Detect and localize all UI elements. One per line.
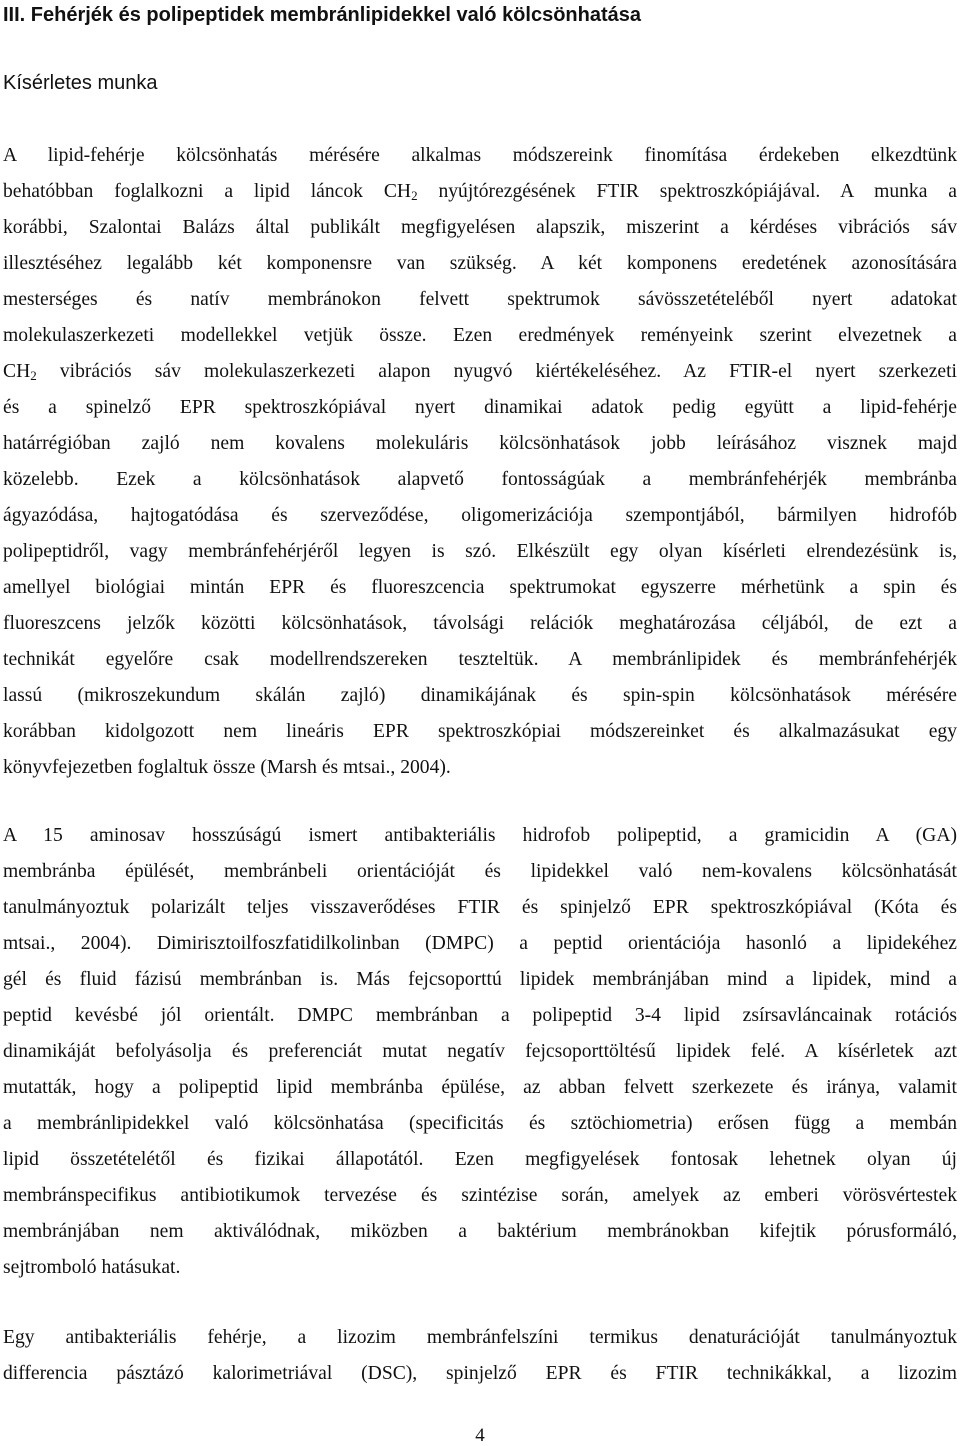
paragraph-line (3, 354, 957, 390)
paragraph-line: mutatták, hogy a polipeptid lipid membránba épülése, az abban felvett szerkezete és iránya, valamit (3, 1077, 957, 1098)
paragraph-line (3, 174, 957, 210)
paragraph-line: A 15 aminosav hosszúságú ismert antibakteriális hidrofob polipeptid, a gramicidin A (GA) (3, 825, 957, 846)
paragraph-lysozyme (3, 1320, 957, 1392)
paragraph-line: közelebb. Ezek a kölcsönhatások alapvető fontosságúak a membránfehérjék membránba (3, 469, 957, 490)
paragraph-line: mesterséges és natív membránokon felvett spektrumok sávösszetételéből nyert adatokat (3, 289, 957, 310)
paragraph-line: lipid összetételétől és fizikai állapotától. Ezen megfigyelések fontosak lehetnek olyan új (3, 1149, 957, 1170)
paragraph-line: mtsai., 2004). Dimirisztoilfoszfatidilkolinban (DMPC) a peptid orientációja hasonló a lipidekéhez (3, 933, 957, 954)
paragraph-line: dinamikáját befolyásolja és preferenciát mutat negatív fejcsoporttöltésű lipidek felé. A kísérletek azt (3, 1041, 957, 1062)
text-fragment: behatóbban foglalkozni a lipid láncok CH (3, 181, 412, 202)
paragraph-line: tanulmányoztuk polarizált teljes visszaverődéses FTIR és spinjelző EPR spektroszkópiával (Kóta és (3, 897, 957, 918)
paragraph-line: membránjában nem aktiválódnak, miközben a baktérium membránokban kifejtik pórusformáló, (3, 1221, 957, 1242)
section-heading: III. Fehérjék és polipeptidek membránlipidekkel való kölcsönhatása (3, 4, 642, 26)
paragraph-line: technikát egyelőre csak modellrendszereken teszteltük. A membránlipidek és membránfehérjék (3, 649, 957, 670)
paragraph-line: sejtromboló hatásukat. (3, 1257, 181, 1278)
paragraph-line: és a spinelző EPR spektroszkópiával nyert dinamikai adatok pedig együtt a lipid-fehérje (3, 397, 957, 418)
page-number: 4 (475, 1425, 485, 1446)
paragraph-line: ágyazódása, hajtogatódása és szerveződése, oligomerizációja szempontjából, bármilyen hidrofób (3, 505, 957, 526)
paragraph-line: peptid kevésbé jól orientált. DMPC membránban a polipeptid 3-4 lipid zsírsavláncainak rotációs (3, 1005, 957, 1026)
paragraph-line: határrégióban zajló nem kovalens molekuláris kölcsönhatások jobb leírásához visznek majd (3, 433, 957, 454)
paragraph-line: membránspecifikus antibiotikumok tervezése és szintézise során, amelyek az emberi vörösvértestek (3, 1185, 957, 1206)
paragraph-line: gél és fluid fázisú membránban is. Más fejcsoporttú lipidek membránjában mind a lipidek, mind a (3, 969, 957, 990)
text-fragment: nyújtórezgésének FTIR spektroszkópiájával. A munka a (417, 181, 957, 202)
paragraph-line: a membránlipidekkel való kölcsönhatása (specificitás és sztöchiometria) erősen függ a membán (3, 1113, 957, 1134)
paragraph-line: molekulaszerkezeti modellekkel vetjük össze. Ezen eredmények reményeink szerint elvezetnek a (3, 325, 957, 346)
paragraph-line: illesztéséhez legalább két komponensre van szükség. A két komponens eredetének azonosítására (3, 253, 957, 274)
paragraph-line: polipeptidről, vagy membránfehérjéről legyen is szó. Elkészült egy olyan kísérleti elrendezésünk is, (3, 541, 957, 562)
subscript: 2 (30, 368, 37, 383)
paragraph-line: korábbi, Szalontai Balázs által publikált megfigyelésen alapszik, miszerint a kérdéses vibrációs sáv (3, 217, 957, 238)
paragraph-line: fluoreszcens jelzők közötti kölcsönhatások, távolsági relációk meghatározása céljából, de ezt a (3, 613, 957, 634)
paragraph-line: A lipid-fehérje kölcsönhatás mérésére alkalmas módszereink finomítása érdekeben elkezdtünk (3, 145, 957, 166)
paragraph-line: lassú (mikroszekundum skálán zajló) dinamikájának és spin-spin kölcsönhatások mérésére (3, 685, 957, 706)
text-fragment: CH (3, 361, 31, 382)
paragraph-ch2-ftir (3, 138, 957, 786)
paragraph-line: amellyel biológiai mintán EPR és fluoreszcencia spektrumokat egyszerre mérhetünk a spin és (3, 577, 957, 598)
paragraph-line: Egy antibakteriális fehérje, a lizozim membránfelszíni termikus denaturációját tanulmányoztuk (3, 1327, 957, 1348)
subsection-heading: Kísérletes munka (3, 72, 158, 94)
subscript: 2 (411, 188, 418, 203)
paragraph-line: differencia pásztázó kalorimetriával (DSC), spinjelző EPR és FTIR technikákkal, a lizozim (3, 1363, 957, 1384)
paragraph-gramicidin (3, 818, 957, 1286)
paragraph-line: könyvfejezetben foglaltuk össze (Marsh és mtsai., 2004). (3, 757, 451, 778)
paragraph-line: membránba épülését, membránbeli orientációját és lipidekkel való nem-kovalens kölcsönhatását (3, 861, 957, 882)
paragraph-line: korábban kidolgozott nem lineáris EPR spektroszkópiai módszereinket és alkalmazásukat egy (3, 721, 957, 742)
text-fragment: vibrációs sáv molekulaszerkezeti alapon nyugvó kiértékeléséhez. Az FTIR-el nyert szerkezeti (36, 361, 957, 382)
